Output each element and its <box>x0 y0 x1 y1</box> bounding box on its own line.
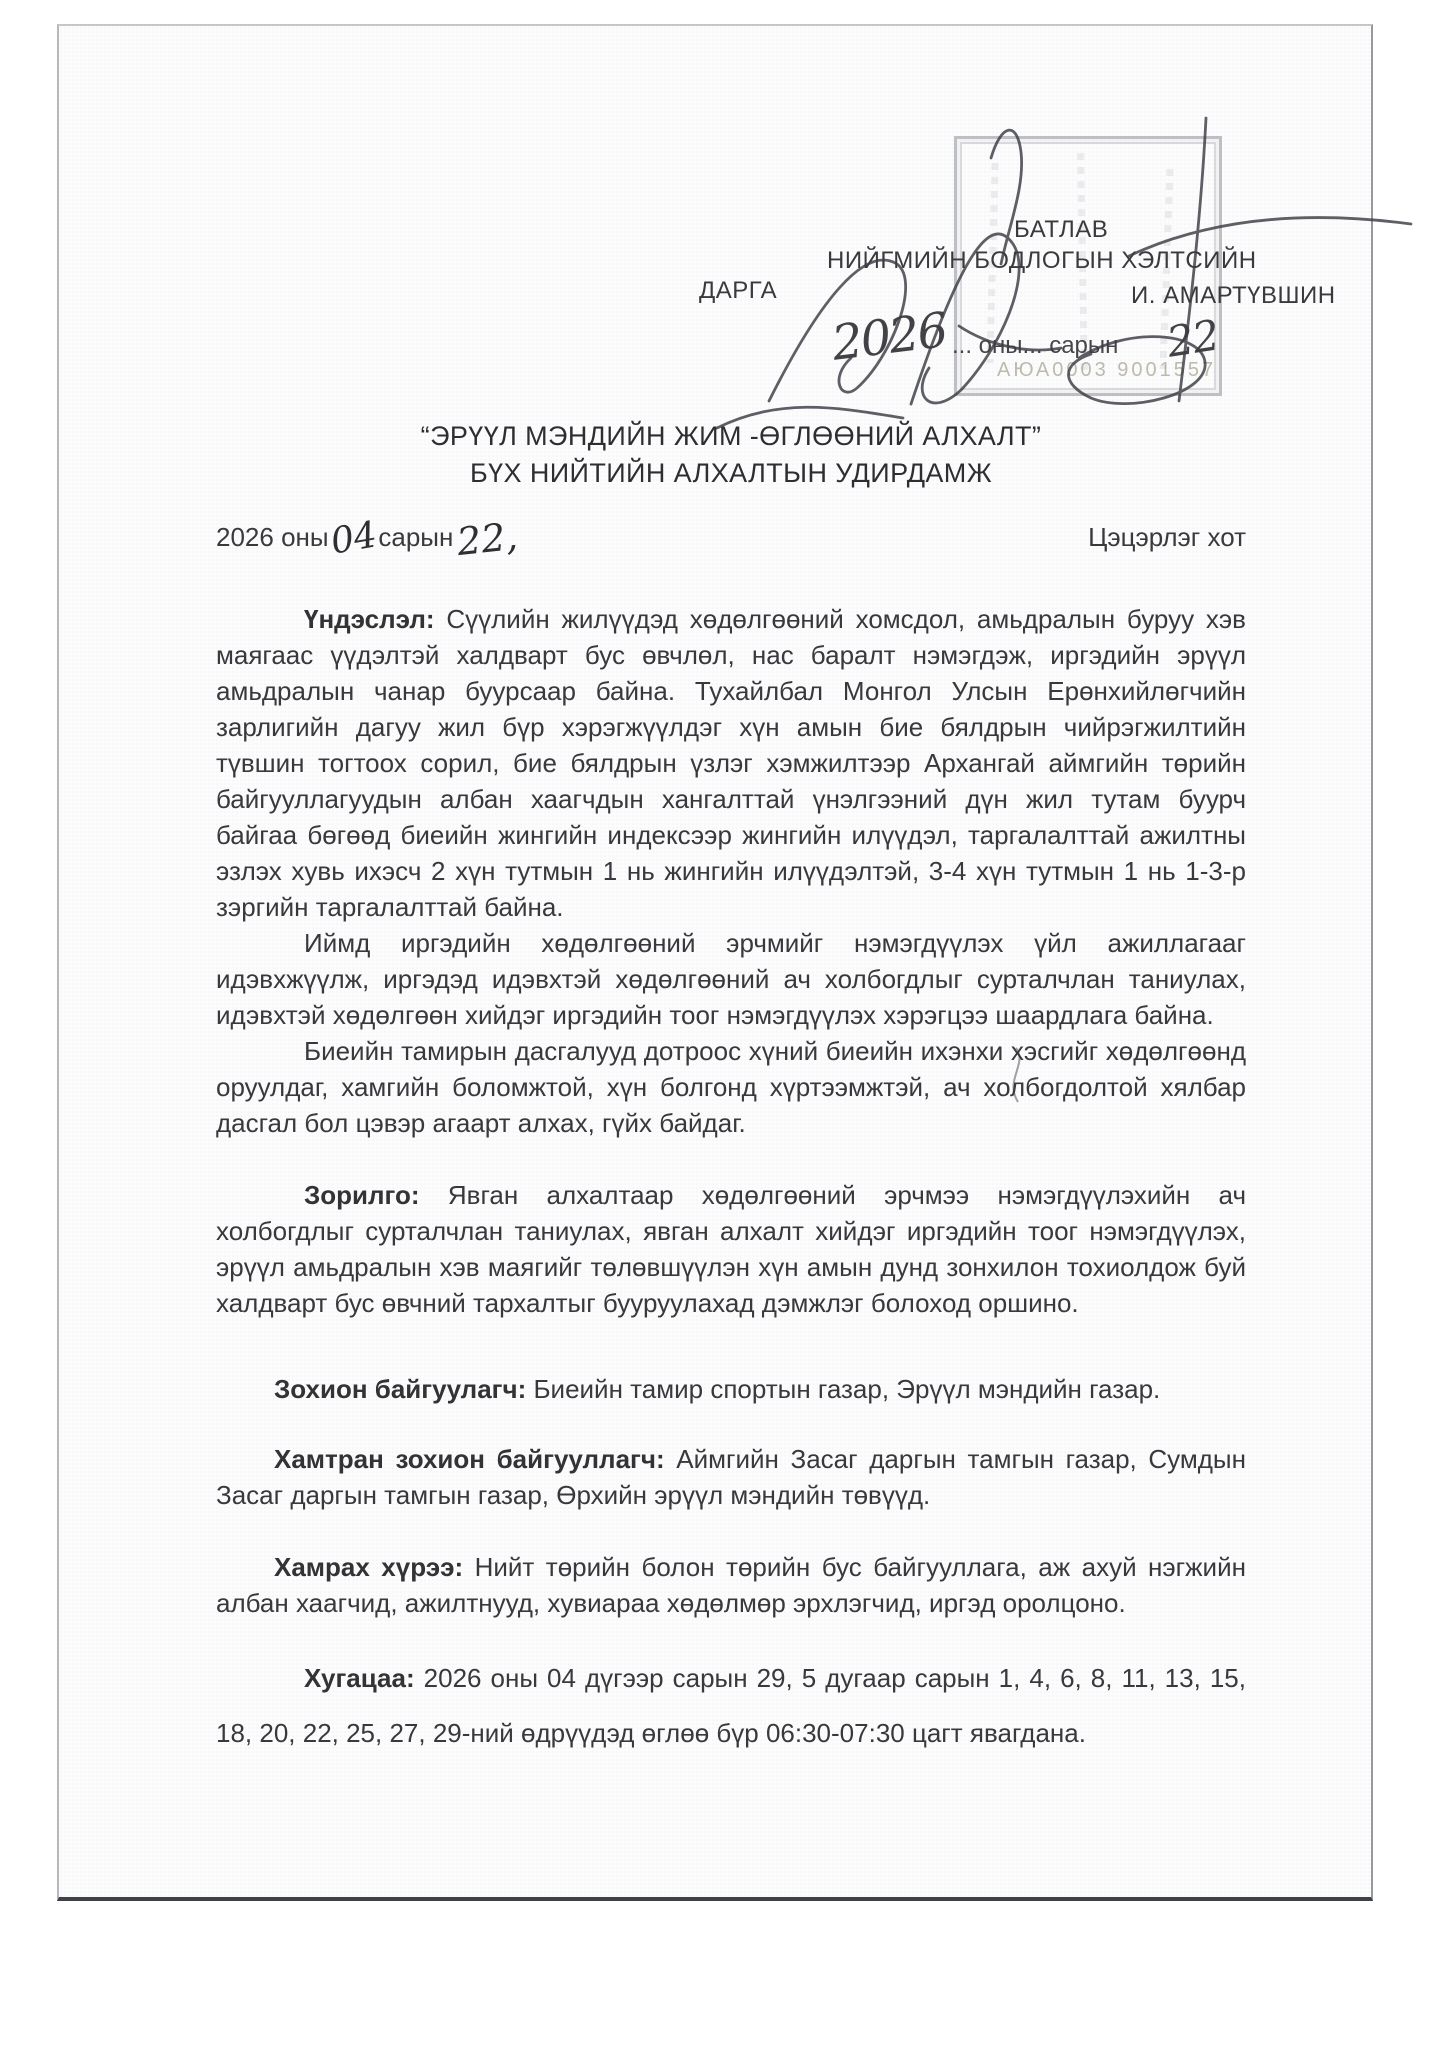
paragraph-bieiin-tamir <box>216 1033 1246 1141</box>
approval-batlav: БАТЛАВ <box>1014 216 1109 243</box>
dateline-middle: сарын <box>378 522 454 552</box>
paragraph-hamrah-huree <box>216 1549 1246 1621</box>
paragraph-text: Биеийн тамир спортын газар, Эрүүл мэндийн газар. <box>533 1374 1161 1404</box>
approval-signer-name: И. АМАРТҮВШИН <box>1131 282 1336 309</box>
dateline-row <box>216 511 1246 565</box>
paragraph-lead: Зорилго: <box>304 1180 420 1210</box>
document-title <box>216 418 1246 492</box>
paragraph-text: 2026 оны 04 дүгээр сарын 29, 5 дугаар сарын 1, 4, 6, 8, 11, 13, 15, 18, 20, 22, 25, 27, 29-ний өдрүүдэд өглөө бүр 06:30-07:30 цагт явагдана. <box>216 1663 1246 1748</box>
paragraph-lead: Хугацаа: <box>304 1663 415 1693</box>
handwritten-month: 04 <box>327 514 380 563</box>
paragraph-lead: Зохион байгуулагч: <box>274 1374 527 1404</box>
handwritten-year: 2026 <box>829 302 950 372</box>
paragraph-hugatsaa <box>216 1651 1246 1761</box>
stamp-serial-number: АЮА0003 9001557 <box>997 359 1217 381</box>
title-line-1: “ЭРҮҮЛ МЭНДИЙН ЖИМ -ӨГЛӨӨНИЙ АЛХАЛТ” <box>420 421 1042 451</box>
paragraph-text: Сүүлийн жилүүдэд хөдөлгөөний хомсдол, амьдралын буруу хэв маягаас үүдэлтэй халдварт бус өвчлөл, нас баралт нэмэгдэж, иргэдийн эрүүл амьдралын чанар буурсаар байна. Тухайлбал Монгол Улсын Ерөнхийлөгчийн зарлигийн дагуу жил бүр хэрэгжүүлдэг хүн амын бие бялдрын чийрэгжилтийн түвшин тогтоох сорил, бие бялдрын үзлэг хэмжилтээр Архангай аймгийн төрийн байгууллагуудын албан хаагчдын хангалттай үнэлгээний дүн жил тутам буурч байгаа бөгөөд биеийн жингийн индексээр жингийн илүүдэл, таргалалттай ажилтны эзлэх хувь ихэсч 2 хүн тутмын 1 нь жингийн илүүдэлтэй, 3-4 хүн тутмын 1 нь 1-3-р зэргийн таргалалттай байна. <box>216 604 1246 922</box>
paragraph-zorilgo <box>216 1177 1246 1321</box>
paragraph-undeslel <box>216 601 1246 925</box>
dateline-left <box>216 511 520 565</box>
signature-strokes <box>659 96 1439 436</box>
approval-department: НИЙГМИЙН БОДЛОГЫН ХЭЛТСИЙН <box>827 247 1257 274</box>
paragraph-zohion-baiguulagch <box>216 1371 1246 1407</box>
paragraph-text: Явган алхалтаар хөдөлгөөний эрчмээ нэмэгдүүлэхийн ач холбогдлыг сурталчлан таниулах, явган алхалт хийдэг иргэдийн тоог нэмэгдүүлэх, эрүүл амьдралын хэв маягийг төлөвшүүлэн хүн амын дунд зонхилон тохиолдож буй халдварт бус өвчний тархалтыг бууруулахад дэмжлэг болоход оршино. <box>216 1180 1246 1318</box>
paragraph-lead: Хамтран зохион байгууллагч: <box>274 1444 665 1474</box>
dateline-prefix: 2026 оны <box>216 522 329 552</box>
paragraph-text: Биеийн тамирын дасгалууд дотроос хүний биеийн ихэнхи хэсгийг хөдөлгөөнд оруулдаг, хамгийн боломжтой, хүн болгонд хүртээмжтэй, ач холбогдолтой хялбар дасгал бол цэвэр агаарт алхах, гүйх байдаг. <box>216 1036 1246 1138</box>
approval-date-printed: ... оны... сарын <box>952 332 1119 359</box>
paragraph-text: Аймгийн Засаг даргын тамгын газар, Сумдын Засаг даргын тамгын газар, Өрхийн эрүүл мэндийн төвүүд. <box>216 1444 1246 1510</box>
paragraph-text: Нийт төрийн болон төрийн бус байгууллага, аж ахуй нэгжийн албан хаагчид, ажилтнууд, хувиараа хөдөлмөр эрхлэгчид, иргэд оролцоно. <box>216 1552 1246 1618</box>
paragraph-text: Иймд иргэдийн хөдөлгөөний эрчмийг нэмэгдүүлэх үйл ажиллагааг идэвхжүүлж, иргэдэд идэвхтэй хөдөлгөөний ач холбогдлыг сурталчлан таниулах, идэвхтэй хөдөлгөөн хийдэг иргэдийн тоог нэмэгдүүлэх хэрэгцээ шаардлага байна. <box>216 928 1246 1030</box>
handwritten-day: 22, <box>455 513 520 565</box>
document-content <box>216 418 1246 1761</box>
paragraphs <box>216 601 1246 1761</box>
handwritten-day-top: 22 <box>1163 310 1222 367</box>
approval-darga-label: ДАРГА <box>699 277 778 304</box>
paragraph-hamtran-zohion <box>216 1441 1246 1513</box>
scanned-page <box>57 24 1373 1901</box>
paragraph-lead: Хамрах хүрээ: <box>274 1552 464 1582</box>
title-line-2: БҮХ НИЙТИЙН АЛХАЛТЫН УДИРДАМЖ <box>469 458 993 488</box>
paragraph-iymd <box>216 925 1246 1033</box>
dateline-city: Цэцэрлэг хот <box>1088 522 1246 552</box>
paragraph-lead: Үндэслэл: <box>304 604 435 634</box>
